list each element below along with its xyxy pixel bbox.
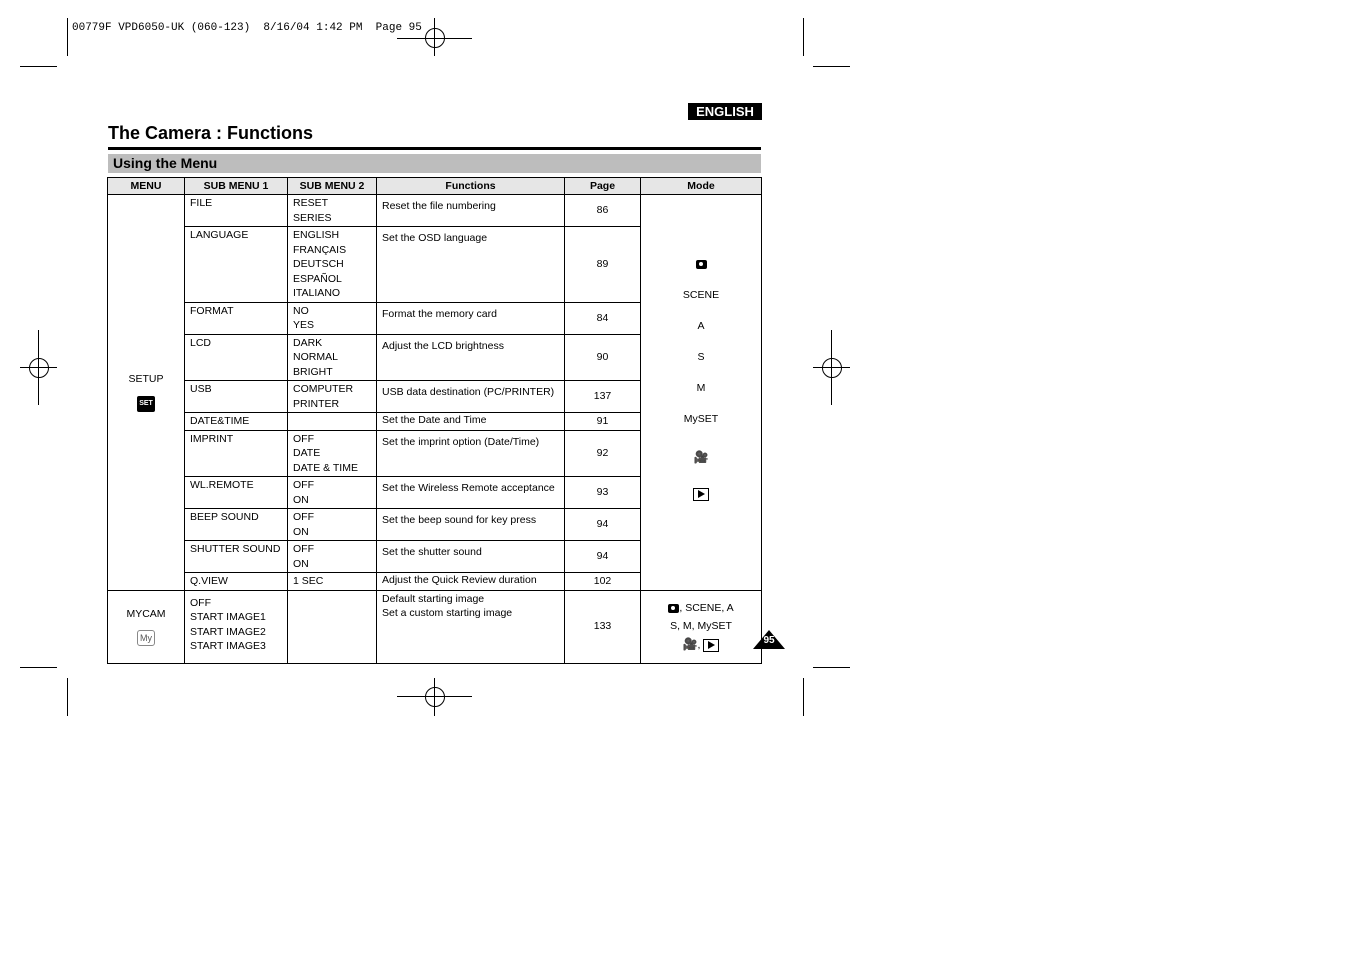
mode-label: S (697, 351, 705, 363)
movie-icon: 🎥 (682, 637, 698, 651)
option: NO (293, 304, 309, 317)
option: ENGLISH (293, 229, 340, 241)
option: SERIES (293, 211, 332, 224)
option: BRIGHT (293, 365, 333, 378)
crop-mark (813, 667, 850, 668)
table-header-row (108, 178, 762, 195)
page-title: The Camera : Functions (108, 123, 314, 143)
sub2-cell (288, 195, 377, 227)
sub2-cell (288, 302, 377, 334)
sub2-cell (288, 509, 377, 541)
sub1-cell: BEEP SOUND (185, 509, 288, 541)
sub1-cell: SHUTTER SOUND (185, 541, 288, 573)
page-cell: 91 (565, 413, 641, 431)
menu-cell-mycam (108, 590, 185, 663)
option: 1 SEC (293, 575, 324, 587)
option: ON (293, 557, 309, 570)
sub2-cell (288, 590, 377, 663)
sub1-cell (185, 590, 288, 663)
option: DATE (293, 447, 321, 459)
option: FRANÇAIS (293, 243, 347, 256)
option: ITALIANO (293, 287, 341, 299)
option: YES (293, 319, 315, 331)
option: OFF (190, 596, 211, 609)
sub2-cell (288, 573, 377, 591)
column-header: Mode (641, 178, 762, 195)
function-cell: Set the shutter sound (377, 541, 565, 573)
column-header: SUB MENU 1 (185, 178, 288, 195)
crop-mark (20, 667, 57, 668)
option: PRINTER (293, 397, 340, 410)
function-cell: Set the beep sound for key press (377, 509, 565, 541)
option: DARK (293, 336, 323, 349)
column-header: Page (565, 178, 641, 195)
option: ON (293, 493, 309, 506)
function-cell: Set the OSD language (377, 227, 565, 303)
camera-icon (668, 604, 679, 613)
option: OFF (293, 511, 314, 523)
table-row-mycam (108, 590, 762, 663)
sub1-cell: WL.REMOTE (185, 477, 288, 509)
column-header: MENU (108, 178, 185, 195)
page-cell: 92 (565, 430, 641, 477)
page-cell: 90 (565, 334, 641, 381)
mode-label: MySET (683, 413, 719, 425)
sub1-cell: Q.VIEW (185, 573, 288, 591)
menu-cell-setup (108, 195, 185, 591)
registration-circle (29, 358, 49, 378)
crop-mark (20, 66, 57, 67)
sub2-cell (288, 334, 377, 381)
sub2-cell (288, 381, 377, 413)
movie-icon: 🎥 (693, 450, 709, 464)
option: OFF (293, 432, 314, 445)
crop-mark (67, 678, 68, 716)
function-text: Default starting image (382, 592, 485, 605)
section-title: Using the Menu (113, 155, 218, 171)
mode-cell (641, 195, 762, 591)
function-cell (377, 590, 565, 663)
mode-text: , (697, 639, 701, 651)
option: START IMAGE1 (190, 611, 266, 623)
menu-label: MYCAM (126, 608, 166, 620)
crop-mark (803, 18, 804, 56)
function-text: Set a custom starting image (382, 607, 513, 619)
sub1-cell: FILE (185, 195, 288, 227)
mode-label: SCENE (682, 289, 720, 301)
crop-mark (813, 66, 850, 67)
option: RESET (293, 197, 329, 209)
option: ESPAÑOL (293, 272, 342, 285)
sub1-cell: USB (185, 381, 288, 413)
sub2-cell (288, 227, 377, 303)
option: NORMAL (293, 351, 338, 363)
sub1-cell: LANGUAGE (185, 227, 288, 303)
table-row (108, 195, 762, 227)
title-rule (108, 147, 761, 150)
column-header: SUB MENU 2 (288, 178, 377, 195)
function-cell: Set the Date and Time (377, 413, 565, 431)
sub2-cell (288, 541, 377, 573)
function-cell: Format the memory card (377, 302, 565, 334)
function-cell: Set the Wireless Remote acceptance (377, 477, 565, 509)
setup-icon: SET (137, 396, 155, 413)
crop-mark (803, 678, 804, 716)
page-cell: 86 (565, 195, 641, 227)
mode-label: M (696, 382, 706, 394)
mycam-icon: My (137, 630, 155, 647)
mode-cell (641, 590, 762, 663)
function-cell: Adjust the Quick Review duration (377, 573, 565, 591)
sub2-cell (288, 413, 377, 431)
sub1-cell: FORMAT (185, 302, 288, 334)
sub2-cell (288, 430, 377, 477)
page-number: 95 (763, 635, 775, 646)
language-badge: ENGLISH (688, 103, 762, 120)
registration-circle (425, 28, 445, 48)
page-cell: 93 (565, 477, 641, 509)
sub2-cell (288, 477, 377, 509)
mode-text: S, M, MySET (670, 620, 732, 632)
page-cell: 137 (565, 381, 641, 413)
page-cell: 84 (565, 302, 641, 334)
crop-mark (67, 18, 68, 56)
play-icon (703, 639, 719, 652)
option: DATE & TIME (293, 461, 358, 474)
option: DEUTSCH (293, 258, 344, 270)
option: OFF (293, 543, 314, 555)
page-cell: 94 (565, 541, 641, 573)
function-cell: Adjust the LCD brightness (377, 334, 565, 381)
page-cell: 102 (565, 573, 641, 591)
option: ON (293, 525, 309, 538)
menu-label: SETUP (128, 373, 164, 386)
sub1-cell: LCD (185, 334, 288, 381)
page-cell: 89 (565, 227, 641, 303)
menu-table (107, 177, 762, 664)
mode-label: A (697, 320, 705, 332)
sub1-cell: DATE&TIME (185, 413, 288, 431)
sub1-cell: IMPRINT (185, 430, 288, 477)
registration-circle (822, 358, 842, 378)
function-cell: Reset the file numbering (377, 195, 565, 227)
option: START IMAGE2 (190, 625, 266, 638)
page-cell: 133 (565, 590, 641, 663)
option: COMPUTER (293, 383, 354, 395)
option: OFF (293, 479, 314, 491)
mode-text: , SCENE, A (679, 602, 734, 614)
option: START IMAGE3 (190, 640, 266, 652)
function-cell: USB data destination (PC/PRINTER) (377, 381, 565, 413)
play-icon (646, 479, 756, 510)
column-header: Functions (377, 178, 565, 195)
registration-circle (425, 687, 445, 707)
print-header: 00779F VPD6050-UK (060-123) 8/16/04 1:42 PM Page 95 (72, 22, 422, 34)
page-cell: 94 (565, 509, 641, 541)
function-cell: Set the imprint option (Date/Time) (377, 430, 565, 477)
camera-icon (646, 249, 756, 280)
